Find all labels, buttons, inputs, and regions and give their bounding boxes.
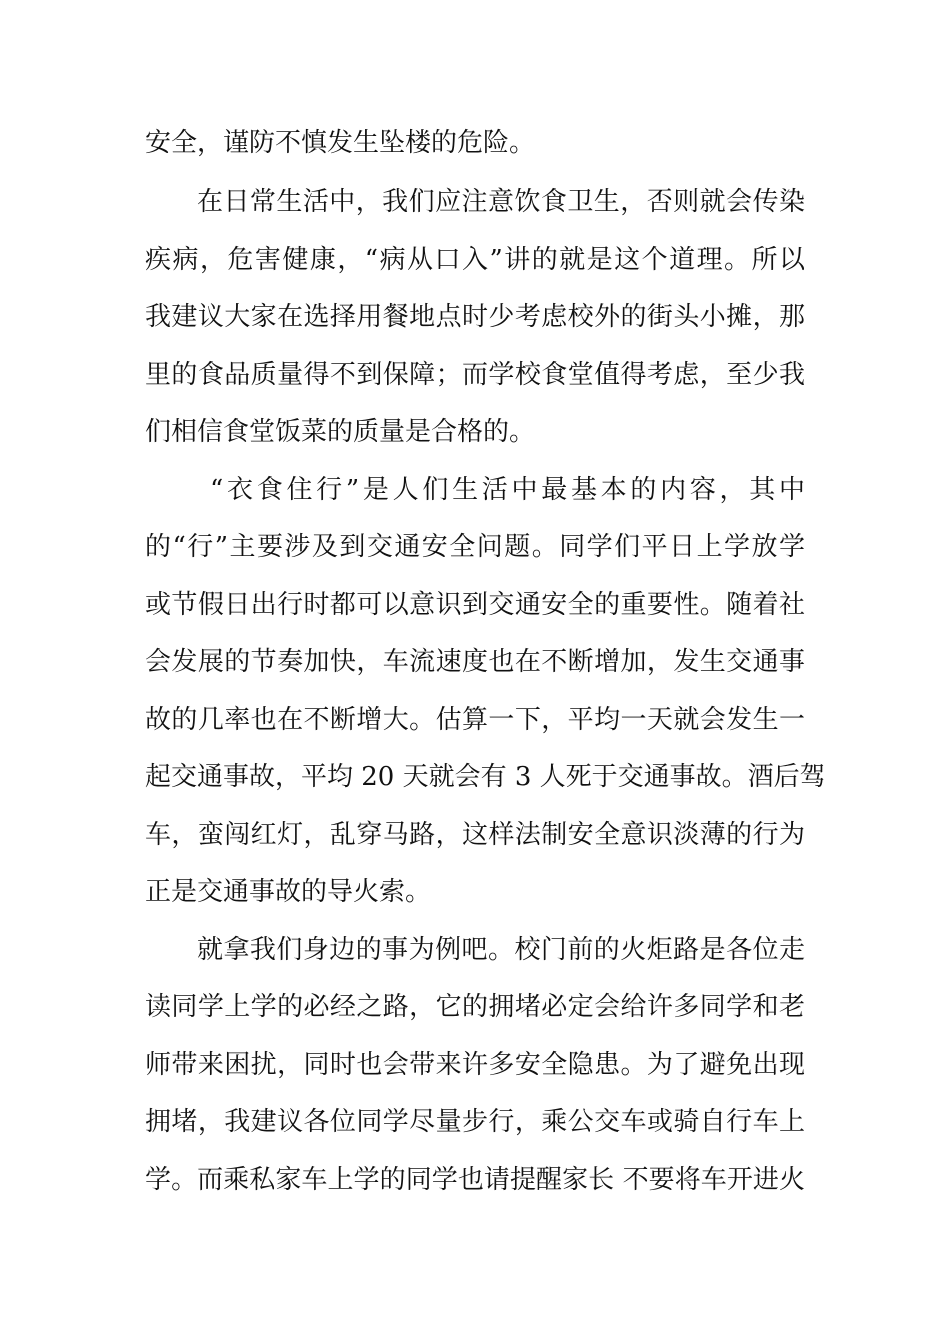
paragraph-first-line: 就拿我们身边的事为例吧。校门前的火炬路是各位走 bbox=[197, 935, 805, 965]
paragraph-first-line: “衣食住行”是人们生活中最基本的内容，其中 bbox=[210, 475, 805, 505]
text-line: 故的几率也在不断增大。估算一下，平均一天就会发生一 bbox=[145, 705, 805, 735]
text-line: 里的食品质量得不到保障；而学校食堂值得考虑，至少我 bbox=[145, 360, 805, 390]
text-line: 或节假日出行时都可以意识到交通安全的重要性。随着社 bbox=[145, 590, 805, 620]
text-line: 车，蛮闯红灯，乱穿马路，这样法制安全意识淡薄的行为 bbox=[145, 820, 805, 850]
text-line: 会发展的节奏加快，车流速度也在不断增加，发生交通事 bbox=[145, 647, 805, 677]
text-line: 我建议大家在选择用餐地点时少考虑校外的街头小摊，那 bbox=[145, 302, 805, 332]
text-line: 正是交通事故的导火索。 bbox=[145, 877, 432, 907]
paragraph-first-line: 在日常生活中，我们应注意饮食卫生，否则就会传染 bbox=[197, 187, 805, 217]
text-line: 们相信食堂饭菜的质量是合格的。 bbox=[145, 417, 536, 447]
text-line: 读同学上学的必经之路，它的拥堵必定会给许多同学和老 bbox=[145, 992, 805, 1022]
text-line: 拥堵，我建议各位同学尽量步行，乘公交车或骑自行车上 bbox=[145, 1107, 805, 1137]
text-line: 学。而乘私家车上学的同学也请提醒家长 不要将车开进火 bbox=[145, 1165, 805, 1195]
text-line: 起交通事故，平均 20 天就会有 3 人死于交通事故。酒后驾 bbox=[145, 762, 826, 792]
text-line: 师带来困扰，同时也会带来许多安全隐患。为了避免出现 bbox=[145, 1050, 805, 1080]
text-line: 安全，谨防不慎发生坠楼的危险。 bbox=[145, 128, 536, 158]
text-line: 疾病，危害健康，“病从口入”讲的就是这个道理。所以 bbox=[145, 245, 805, 275]
text-line: 的“行”主要涉及到交通安全问题。同学们平日上学放学 bbox=[145, 532, 805, 562]
